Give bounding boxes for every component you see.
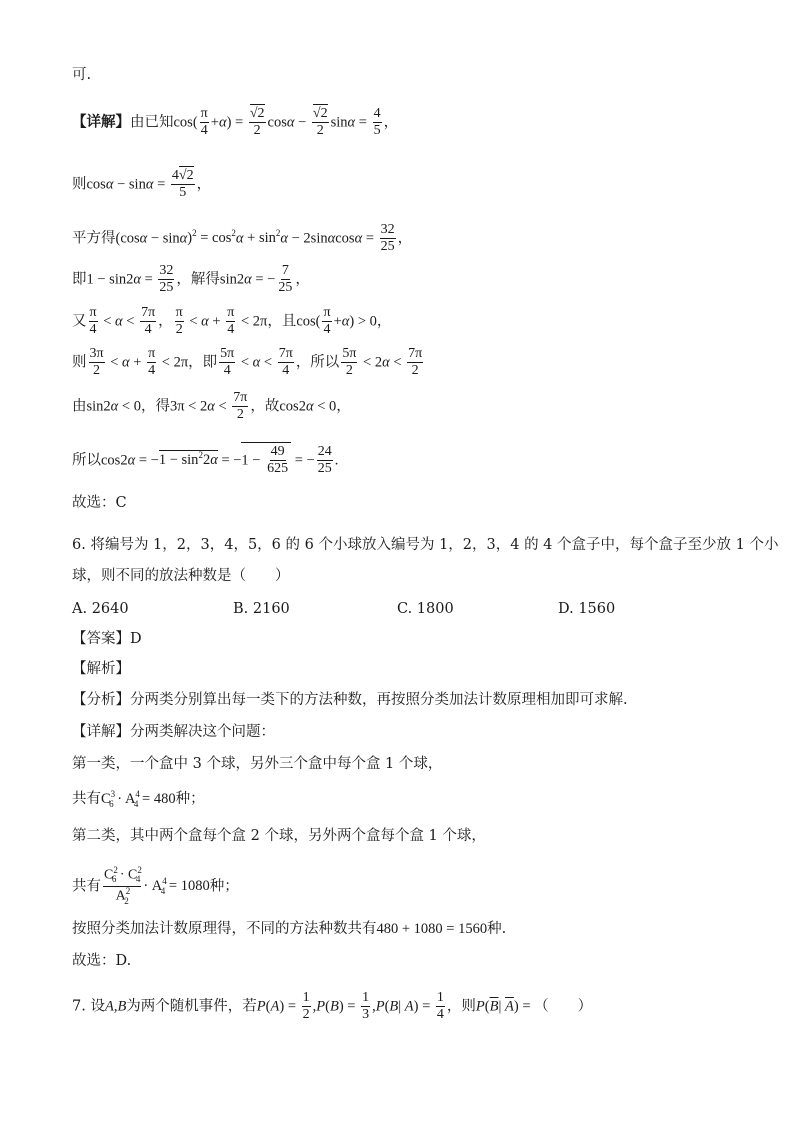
- text: 由: [72, 398, 87, 415]
- text: ，故: [250, 398, 280, 415]
- text: 种.: [487, 921, 507, 937]
- question-7: 7. 设A,B为两个随机事件，若P(A) = $\frac{1}{2}$ ,P(B) = $\frac{1}{3}$ ,P(B| A) = $\frac{1}{4}$ ，则$P(\overline{B}|$ $\overline{A}$) = （ ）: [72, 990, 593, 1023]
- text: 7. 设: [72, 998, 105, 1015]
- text: 则: [72, 176, 87, 193]
- formula-line: 【详解】由已知cos( $\frac{\pi}{4}$ +α) = $\frac{√2}{2}$ cosα − $\frac{√2}{2}$ sinα = $\frac{4}{5}$ ，: [72, 106, 399, 139]
- formula-line: 由sin2α < 0，得3π < 2α < $\frac{7\pi}{2}$ ，故cos2α < 0，: [72, 390, 351, 423]
- text: 按照分类加法计数原理得，不同的方法种数共有: [72, 921, 377, 937]
- question-6-line2: 球，则不同的放法种数是（ ）: [72, 568, 290, 584]
- detail: 【详解】分两类解决这个问题：: [72, 724, 275, 740]
- text: 所以: [72, 452, 101, 469]
- text: 种；: [175, 790, 205, 807]
- case-2: 第二类，其中两个盒每个盒 2 个球，另外两个盒每个盒 1 个球，: [72, 828, 486, 844]
- analysis-tag: 【解析】: [72, 661, 130, 677]
- text: ，则: [446, 998, 476, 1015]
- formula-line: 则cosα − sinα = $\frac{4√2}{5}$ ，: [72, 168, 212, 201]
- formula-line: 则 $\frac{3\pi}{2}$ < α + $\frac{\pi}{4}$ < 2π，即 $\frac{5\pi}{4}$ < α < $\frac{7\pi}{4}$ ，所以 $\frac{5\pi}{2}$ < 2α < $\frac{7\pi}{2}$: [72, 346, 423, 379]
- text: 共有: [72, 790, 101, 807]
- analysis: 【分析】分两类分别算出每一类下的方法种数，再按照分类加法计数原理相加即可求解.: [72, 692, 628, 708]
- text: （ ）: [534, 998, 593, 1015]
- text: 共有: [72, 878, 101, 895]
- formula-line: 又 $\frac{\pi}{4}$ < α < $\frac{7\pi}{4}$ ， $\frac{\pi}{2}$ < α + $\frac{\pi}{4}$ < 2π，且cos( $\frac{\pi}{4}$ +α) > 0，: [72, 305, 392, 338]
- text: 由已知: [130, 114, 174, 131]
- text: ，且: [267, 313, 297, 330]
- case-1: 第一类，一个盒中 3 个球，另外三个盒中每个盒 1 个球，: [72, 756, 443, 772]
- text: 即: [72, 271, 87, 288]
- text: ，得: [140, 398, 170, 415]
- text: ，所以: [295, 354, 340, 371]
- text: 又: [72, 313, 87, 330]
- question-6-line1: 6. 将编号为 1，2，3，4，5，6 的 6 个小球放入编号为 1，2，3，4 的 4 个盒子中，每个盒子至少放 1 个小: [72, 537, 779, 553]
- formula-line: 平方得$(\cos\alpha - \sin\alpha)^2 = \cos^2\alpha + \sin^2\alpha - 2\sin\alpha\cos\alpha$ = $\frac{32}{25}$ ，: [72, 222, 413, 255]
- detail-tag: 【详解】: [72, 113, 130, 131]
- option-a: A. 2640: [72, 601, 129, 617]
- answer: 【答案】D: [72, 631, 142, 647]
- formula-line: 即1 − sin2α = $\frac{32}{25}$ ，解得sin2α = − $\frac{7}{25}$ ，: [72, 263, 310, 296]
- choice: 故选：D.: [72, 953, 132, 969]
- formula-line: 所以$\cos 2\alpha = -1 - \sin^22\alpha = -1$ − $\frac{49}{625}$ = − $\frac{24}{25}$ .: [72, 444, 339, 477]
- text: 则: [72, 354, 87, 371]
- text: 平方得: [72, 230, 116, 247]
- text: ，解得: [176, 271, 220, 288]
- total: 按照分类加法计数原理得，不同的方法种数共有480 + 1080 = 1560种.: [72, 921, 507, 937]
- text: ，即: [188, 354, 218, 371]
- text-line: 故选：C: [72, 495, 127, 511]
- option-d: D. 1560: [558, 601, 616, 617]
- case-1-calc: 共有$C^3_6 \cdot A^4_4 = 480$种；: [72, 789, 205, 809]
- option-b: B. 2160: [233, 601, 290, 617]
- text-line: 可.: [72, 67, 92, 83]
- option-c: C. 1800: [397, 601, 454, 617]
- text: 种；: [209, 878, 239, 895]
- text: 为两个随机事件，若: [126, 998, 257, 1015]
- case-2-calc: 共有 $\frac{C^2_6 \cdot C^2_4}{A^2_2}$ · $A^4_4 = 1080$种；: [72, 865, 239, 906]
